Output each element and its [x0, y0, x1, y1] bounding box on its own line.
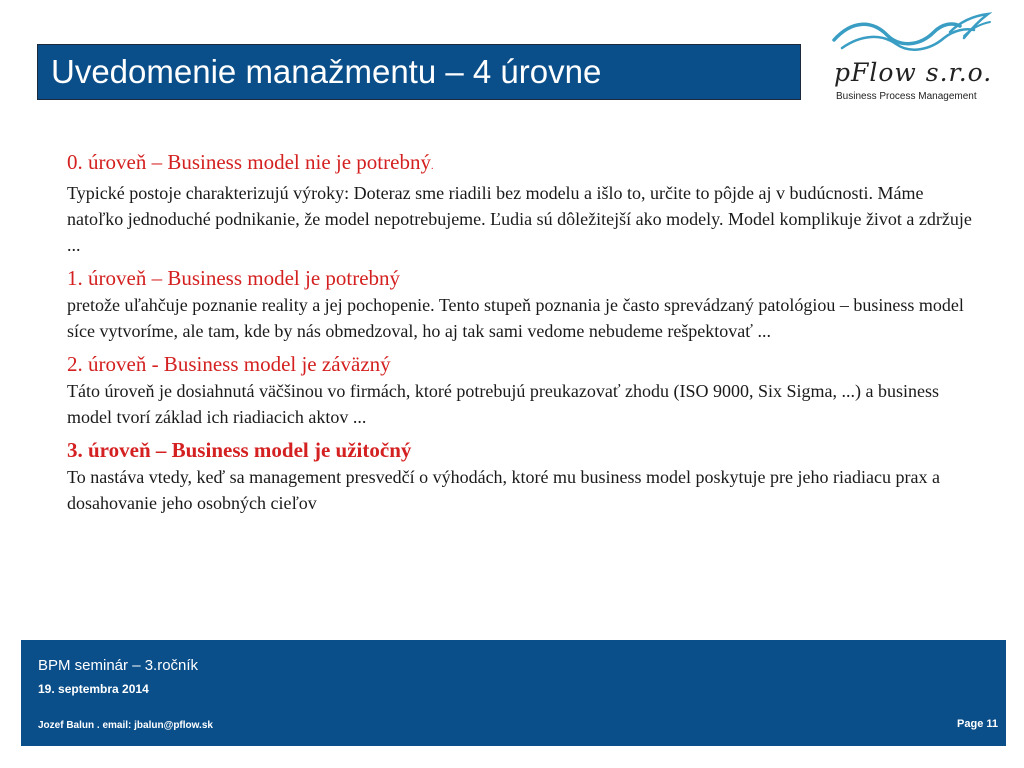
logo-company-name: pFlow s.r.o. [834, 58, 993, 87]
slide-footer [21, 640, 1006, 746]
pflow-logo [826, 10, 996, 110]
level-3 [67, 437, 982, 516]
level-2-body: Táto úroveň je dosiahnutá väčšinou vo firmách, ktoré potrebujú preukazovať zhodu (ISO 9000, Six Sigma, ...) a business model tvorí základ ich riadiacich aktov ... [67, 381, 939, 427]
footer-date: 19. septembra 2014 [38, 682, 149, 696]
level-0-heading [67, 149, 982, 180]
levels-content [67, 149, 982, 523]
slide-title: Uvedomenie manažmentu – 4 úrovne [51, 53, 602, 90]
level-0-body: Typické postoje charakterizujú výroky: Doteraz sme riadili bez modelu a išlo to, určite to pôjde aj v budúcnosti. Máme natoľko jednoduché podnikanie, že model nepotrebujeme. Ľudia sú dôležitejší ako modely. Model komplikuje život a zdržuje ... [67, 183, 972, 255]
level-0-heading-text: 0. úroveň – Business model nie je potrebný [67, 150, 431, 174]
level-2 [67, 351, 982, 430]
logo-waves-icon [832, 10, 992, 58]
level-0 [67, 149, 982, 258]
logo-tagline: Business Process Management [836, 91, 977, 102]
footer-page-number: Page 11 [957, 718, 998, 730]
footer-author: Jozef Balun . email: jbalun@pflow.sk [38, 720, 213, 731]
level-0-heading-suffix: . [430, 161, 434, 172]
level-2-heading: 2. úroveň - Business model je záväzný [67, 352, 391, 376]
level-3-heading: 3. úroveň – Business model je užitočný [67, 438, 412, 462]
level-1-heading: 1. úroveň – Business model je potrebný [67, 266, 401, 290]
level-1 [67, 265, 982, 344]
footer-course: BPM seminár – 3.ročník [38, 657, 199, 674]
slide-title-box [37, 44, 801, 100]
level-3-body: To nastáva vtedy, keď sa management presvedčí o výhodách, ktoré mu business model poskytuje pre jeho riadiacu prax a dosahovanie jeho osobných cieľov [67, 467, 940, 513]
level-1-body: pretože uľahčuje poznanie reality a jej pochopenie. Tento stupeň poznania je často sprevádzaný patológiou – business model síce vytvoríme, ale tam, kde by nás obmedzoval, ho aj tak sami vedome nebudeme rešpektovať ... [67, 295, 964, 341]
